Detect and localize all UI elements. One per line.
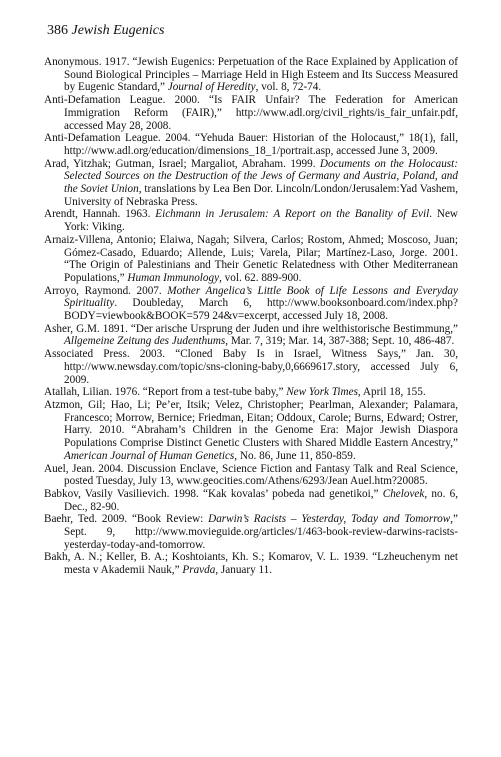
reference-italic-text: Chelovek xyxy=(382,487,425,500)
page-number: 386 xyxy=(47,23,68,38)
reference-entry xyxy=(44,513,458,551)
reference-text: Arnaiz-Villena, Antonio; Elaiwa, Nagah; Silvera, Carlos; Rostom, Ahmed; Moscoso, Juan; Gómez-Casado, Eduardo; Allende, Luis; Varela, Pilar; Martínez-Laso, Jorge. 2001. “The Origin of Palestinians and Their Genetic Relatedness with Other Mediterranean Populations,” xyxy=(44,233,458,284)
reference-text: Anti-Defamation League. 2004. “Yehuda Bauer: Historian of the Holocaust,” 18(1), fall, http://www.adl.org/education/dimensions_18_1/portrait.asp, accessed June 3, 2009. xyxy=(44,132,458,157)
reference-italic-text: Human Immunology xyxy=(127,271,220,284)
reference-text: Bakh, A. N.; Keller, B. A.; Koshtoiants, Kh. S.; Komarov, V. L. 1939. “Lzheuchenym net mesta v Akademii Nauk,” xyxy=(44,551,458,577)
reference-italic-text: Eichmann in Jerusalem: A Report on the Banality of Evil xyxy=(155,208,430,221)
reference-italic-text: Journal of Heredity xyxy=(167,81,256,94)
reference-italic-text: Darwin’s Racists – Yesterday, Today and Tomorrow xyxy=(208,513,451,526)
reference-italic-text: New York Times xyxy=(286,386,358,399)
reference-entry xyxy=(44,488,458,513)
reference-italic-text: Pravda xyxy=(182,564,216,577)
reference-text: Arendt, Hannah. 1963. xyxy=(44,208,156,221)
running-title: Jewish Eugenics xyxy=(71,23,165,38)
reference-text: , Mar. 7, 319; Mar. 14, 387-388; Sept. 10, 486-487. xyxy=(225,335,455,348)
reference-entry xyxy=(44,348,458,386)
reference-text: , No. 86, June 11, 850-859. xyxy=(234,449,356,462)
reference-text: , vol. 62. 889-900. xyxy=(219,271,302,284)
reference-entry xyxy=(44,285,458,323)
running-head xyxy=(47,22,164,40)
reference-entry xyxy=(44,323,458,348)
reference-entry xyxy=(44,94,458,132)
reference-text: Atallah, Lilian. 1976. “Report from a test-tube baby,” xyxy=(44,386,287,399)
reference-text: Anti-Defamation League. 2000. “Is FAIR Unfair? The Federation for American Immigration Reform (FAIR),” http://www.adl.org/civil_rights/is_fair_unfair.pdf, accessed May 28, 2008. xyxy=(44,94,458,132)
reference-text: Babkov, Vasily Vasilievich. 1998. “Kak kovalas’ pobeda nad genetikoi,” xyxy=(44,487,383,500)
reference-text: . Doubleday, March 6, http://www.booksonboard.com/index.php?BODY=viewbook&BOOK=579 24&v=excerpt, accessed July 18, 2008. xyxy=(64,297,458,323)
reference-text: Asher, G.M. 1891. “Der arische Ursprung der Juden und ihre welthistorische Bestimmung,” xyxy=(44,322,458,335)
reference-text: , April 18, 155. xyxy=(357,386,426,399)
reference-entry xyxy=(44,208,458,233)
reference-entry xyxy=(44,158,458,209)
reference-italic-text: Allgemeine Zeitung des Judenthums xyxy=(64,335,226,348)
reference-text: , vol. 8, 72-74. xyxy=(255,81,322,94)
reference-entry xyxy=(44,56,458,94)
reference-italic-text: Mother Angelica’s Little Book of Life Lessons and Everyday Spirituality xyxy=(64,284,458,310)
reference-italic-text: Documents on the Holocaust: Selected Sources on the Destruction of the Jews of Germany and Austria, Poland, and the Soviet Union xyxy=(64,157,458,196)
reference-entry xyxy=(44,386,458,399)
reference-entry xyxy=(44,132,458,157)
reference-text: Auel, Jean. 2004. Discussion Enclave, Science Fiction and Fantasy Talk and Real Science, posted Tuesday, July 13, www.geocities.com/Athens/6293/Jean Auel.htm?20085. xyxy=(44,462,458,488)
reference-list xyxy=(44,56,458,577)
reference-text: Arroyo, Raymond. 2007. xyxy=(44,284,168,297)
reference-text: ,” Sept. 9, http://www.movieguide.org/articles/1/463-book-review-darwins-racists-yesterday-today-and-tomorrow. xyxy=(64,513,459,551)
reference-entry xyxy=(44,463,458,488)
reference-text: Atzmon, Gil; Hao, Li; Pe’er, Itsik; Velez, Christopher; Pearlman, Alexander; Palamara, Francesco; Morrow, Bernice; Friedman, Eitan; Oddoux, Carole; Burns, Edward; Ostrer, Harry. 2010. “Abraham’s Children in the Genome Era: Major Jewish Diaspora Populations Comprise Distinct Genetic Clusters with Shared Middle Eastern Ancestry,” xyxy=(44,398,458,450)
reference-italic-text: American Journal of Human Genetics xyxy=(64,449,235,462)
reference-text: Anonymous. 1917. “Jewish Eugenics: Perpetuation of the Race Explained by Application of Sound Biological Principles – Marriage Held in High Esteem and Its Success Measured by Eugenic Standard,” xyxy=(44,56,458,94)
reference-text: , translations by Lea Ben Dor. Lincoln/London/Jerusalem:Yad Vashem, University of Nebraska Press. xyxy=(64,183,458,208)
reference-entry xyxy=(44,399,458,463)
reference-entry xyxy=(44,234,458,285)
reference-text: . New York: Viking. xyxy=(64,208,459,234)
reference-text: , January 11. xyxy=(215,564,273,577)
reference-entry xyxy=(44,551,458,576)
reference-text: Baehr, Ted. 2009. “Book Review: xyxy=(44,513,209,526)
reference-text: , no. 6, Dec., 82-90. xyxy=(64,487,458,513)
reference-text: Arad, Yitzhak; Gutman, Israel; Margaliot, Abraham. 1999. xyxy=(44,157,320,170)
reference-text: Associated Press. 2003. “Cloned Baby Is in Israel, Witness Says,” Jan. 30, http://www.newsday.com/topic/sns-cloning-baby,0,6669617.story, accessed July 6, 2009. xyxy=(44,348,458,386)
